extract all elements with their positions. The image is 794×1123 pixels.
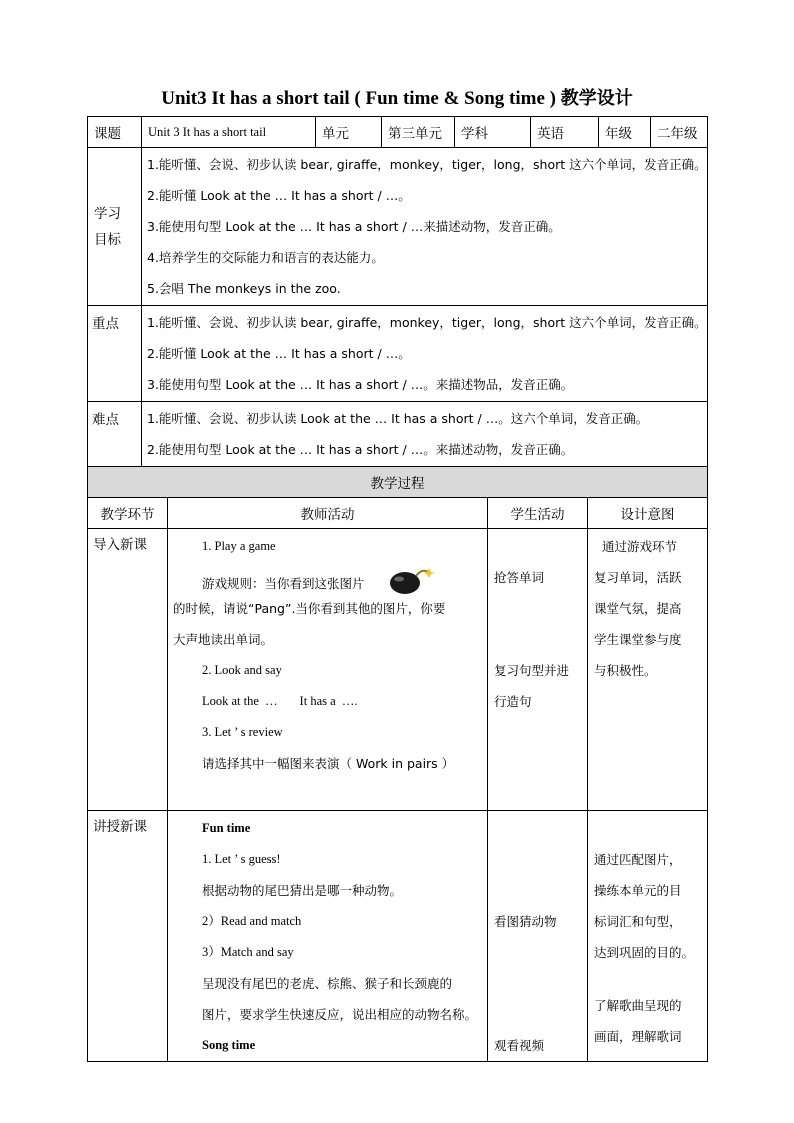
column-student: 学生活动 (488, 498, 588, 529)
difficulty-item: 2.能使用句型 Look at the … It has a short / …。来描述动物，发音正确。 (147, 442, 574, 457)
new-lesson-student-activity: 看图猜动物 观看视频 (488, 811, 588, 1062)
subject-label: 学科 (455, 117, 531, 148)
difficulties-row (88, 402, 708, 467)
grade-label: 年级 (599, 117, 651, 148)
key-points-list (142, 306, 708, 402)
title-english: Unit3 It has a short tail ( Fun time & Song time ) (161, 88, 557, 109)
new-lesson-purpose: 通过匹配图片， 操练本单元的目 标词汇和句型， 达到巩固的目的。 了解歌曲呈现的 画面，理解歌词 (588, 811, 708, 1062)
difficulties-list (142, 402, 708, 467)
key-points-label: 重点 (88, 306, 142, 402)
intro-stage: 导入新课 (88, 529, 168, 811)
intro-teacher-activity: 1. Play a game 游戏规则：当你看到这张图片 的时候，请说“Pang”.当你看到其他的图片，你要 大声地读出单词。 2. Look and say Look at the … It has a …. 3. Let ’ s review 请选择其中一幅图来表演（ Work in pairs ） (168, 529, 488, 811)
grade-value: 二年级 (651, 117, 708, 148)
title-chinese: 教学设计 (560, 88, 633, 109)
lesson-plan-sheet (87, 116, 707, 1062)
intro-student-activity: 抢答单词 复习句型并进 行造句 (488, 529, 588, 811)
header-row (88, 117, 708, 148)
process-column-headers (88, 498, 708, 529)
process-heading: 教学过程 (88, 467, 708, 498)
page-title (0, 84, 794, 110)
info-table (87, 116, 708, 467)
key-point-item: 1.能听懂、会说、初步认读 bear, giraffe，monkey，tiger，long，short 这六个单词，发音正确。 (147, 315, 707, 330)
key-points-row (88, 306, 708, 402)
column-teacher: 教师活动 (168, 498, 488, 529)
objective-item: 4.培养学生的交际能力和语言的表达能力。 (147, 250, 384, 265)
objective-item: 2.能听懂 Look at the … It has a short / …。 (147, 188, 411, 203)
unit-label: 单元 (316, 117, 382, 148)
key-point-item: 2.能听懂 Look at the … It has a short / …。 (147, 346, 411, 361)
process-table (87, 466, 708, 1062)
subject-value: 英语 (531, 117, 599, 148)
topic-value: Unit 3 It has a short tail (142, 117, 316, 148)
objective-item: 5.会唱 The monkeys in the zoo. (147, 281, 341, 296)
difficulties-label: 难点 (88, 402, 142, 467)
objective-item: 3.能使用句型 Look at the … It has a short / …来描述动物，发音正确。 (147, 219, 561, 234)
new-lesson-teacher-activity: Fun time 1. Let ’ s guess! 根据动物的尾巴猜出是哪一种动物。 2）Read and match 3）Match and say 呈现没有尾巴的老虎、棕熊、猴子和长颈鹿的 图片，要求学生快速反应，说出相应的动物名称。 Song time (168, 811, 488, 1062)
column-purpose: 设计意图 (588, 498, 708, 529)
column-stage: 教学环节 (88, 498, 168, 529)
objectives-list (142, 148, 708, 306)
topic-label: 课题 (88, 117, 142, 148)
intro-purpose: 通过游戏环节 复习单词，活跃 课堂气氛，提高 学生课堂参与度 与积极性。 (588, 529, 708, 811)
key-point-item: 3.能使用句型 Look at the … It has a short / …。来描述物品，发音正确。 (147, 377, 574, 392)
objectives-row (88, 148, 708, 306)
objective-item: 1.能听懂、会说、初步认读 bear, giraffe，monkey，tiger，long，short 这六个单词，发音正确。 (147, 157, 707, 172)
new-lesson-row (88, 811, 708, 1062)
difficulty-item: 1.能听懂、会说、初步认读 Look at the … It has a short / …。这六个单词，发音正确。 (147, 411, 649, 426)
new-lesson-stage: 讲授新课 (88, 811, 168, 1062)
objectives-label: 学习 目标 (88, 148, 142, 306)
unit-value: 第三单元 (382, 117, 455, 148)
intro-row (88, 529, 708, 811)
